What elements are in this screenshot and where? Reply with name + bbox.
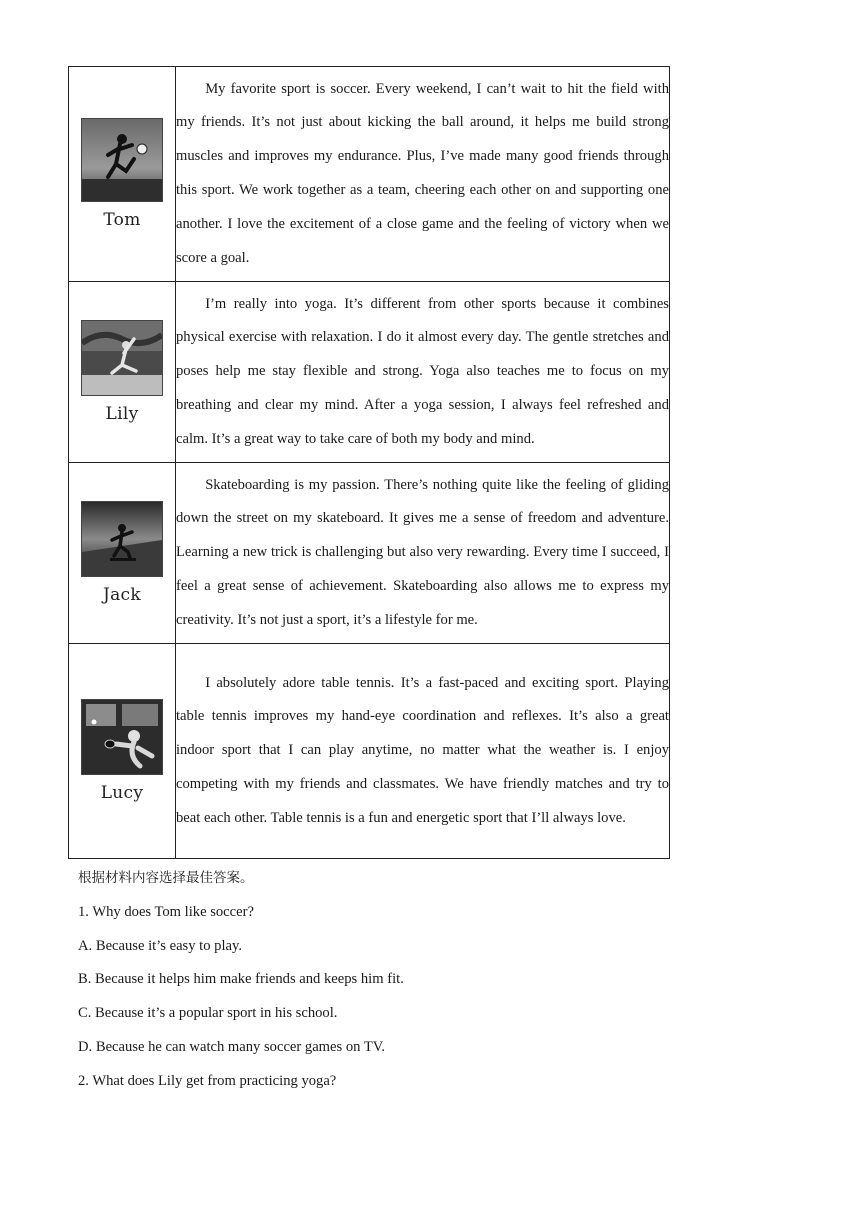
text-cell bbox=[176, 463, 670, 644]
questions-section bbox=[78, 862, 778, 1099]
paragraph-tom: My favorite sport is soccer. Every weekend, I can’t wait to hit the field with my friends. It’s not just about kicking the ball around, it helps me build strong muscles and improves my endurance. Plus, I’ve made many good friends through this sport. We work together as a team, cheering each other on and supporting one another. I love the excitement of a close game and the feeling of victory when we score a goal. bbox=[176, 80, 669, 266]
option-a: A. Because it’s easy to play. bbox=[78, 937, 243, 954]
student-name: Jack bbox=[103, 585, 141, 605]
paragraph-jack: Skateboarding is my passion. There’s nothing quite like the feeling of gliding down the street on my skateboard. It gives me a sense of freedom and adventure. Learning a new trick is challenging but also very rewarding. Every time I succeed, I feel a great sense of achievement. Skateboarding also allows me to express my creativity. It’s not just a sport, it’s a lifestyle for me. bbox=[176, 476, 669, 628]
photo-cell bbox=[69, 282, 176, 463]
student-name: Tom bbox=[103, 210, 141, 230]
paragraph-lucy: I absolutely adore table tennis. It’s a fast-paced and exciting sport. Playing table tennis improves my hand-eye coordination and reflexes. It’s also a great indoor sport that I can play anytime, no matter what the weather is. I enjoy competing with my friends and classmates. We have friendly matches and try to beat each other. Table tennis is a fun and energetic sport that I’ll always love. bbox=[176, 674, 669, 826]
photo-cell bbox=[69, 463, 176, 644]
text-cell bbox=[176, 67, 670, 282]
option-d: D. Because he can watch many soccer games on TV. bbox=[78, 1038, 386, 1055]
option-c: C. Because it’s a popular sport in his school. bbox=[78, 1005, 338, 1022]
question-1: 1. Why does Tom like soccer? bbox=[78, 903, 254, 920]
text-cell bbox=[176, 644, 670, 859]
paragraph-lily: I’m really into yoga. It’s different from other sports because it combines physical exercise with relaxation. I do it almost every day. The gentle stretches and poses help me stay flexible and strong. Yoga also teaches me to focus on my breathing and clear my mind. After a yoga session, I always feel refreshed and calm. It’s a great way to take care of both my body and mind. bbox=[176, 295, 669, 447]
student-name: Lucy bbox=[100, 783, 144, 803]
table-tennis-player-photo bbox=[81, 699, 163, 775]
table-row-lily bbox=[69, 282, 670, 463]
table-row-tom bbox=[69, 67, 670, 282]
photo-cell bbox=[69, 644, 176, 859]
skateboarder-photo bbox=[81, 501, 163, 577]
table-row-lucy bbox=[69, 644, 670, 859]
text-cell bbox=[176, 282, 670, 463]
yoga-pose-photo bbox=[81, 320, 163, 396]
photo-cell bbox=[69, 67, 176, 282]
question-2: 2. What does Lily get from practicing yoga? bbox=[78, 1072, 337, 1089]
student-name: Lily bbox=[105, 404, 139, 424]
soccer-player-photo bbox=[81, 118, 163, 202]
table-row-jack bbox=[69, 463, 670, 644]
instruction-text: 根据材料内容选择最佳答案。 bbox=[78, 870, 254, 886]
option-b: B. Because it helps him make friends and keeps him fit. bbox=[78, 971, 404, 988]
sports-table bbox=[68, 66, 670, 859]
